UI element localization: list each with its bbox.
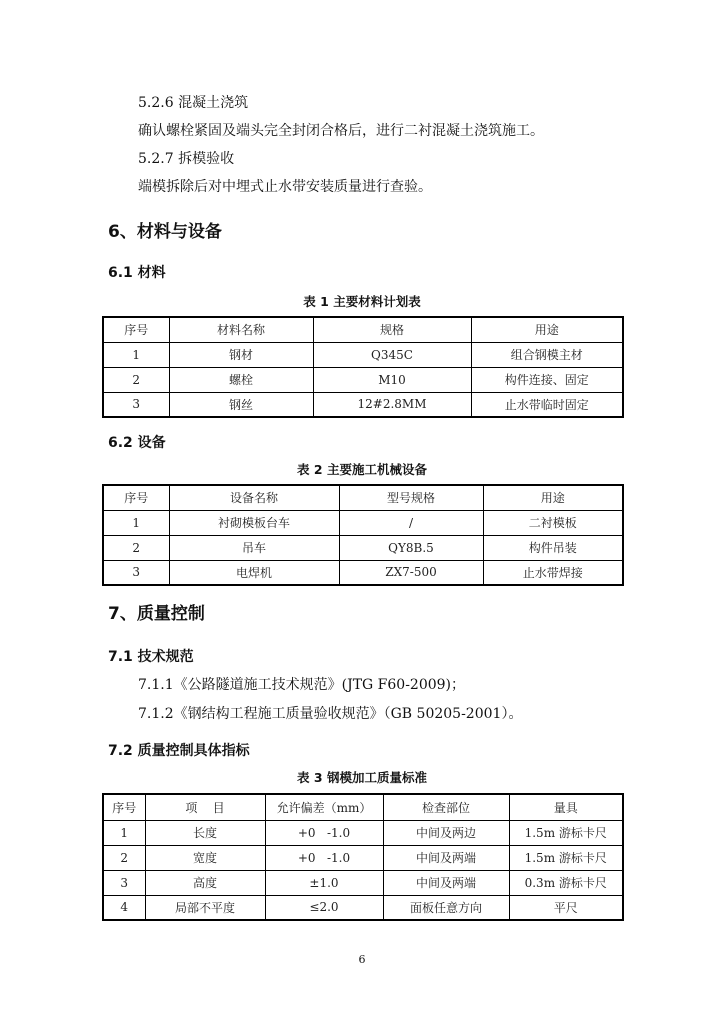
header-cell: 规格	[313, 317, 471, 342]
table2-caption: 表 2 主要施工机械设备	[297, 462, 427, 477]
header-cell: 检查部位	[383, 794, 509, 820]
table-cell: 中间及两边	[383, 820, 509, 845]
table-cell: 3	[103, 560, 169, 585]
section-526-text: 确认螺栓紧固及端头完全封闭合格后，进行二衬混凝土浇筑施工。	[138, 123, 544, 139]
header-cell: 项 目	[145, 794, 265, 820]
table-cell: 高度	[145, 870, 265, 895]
header-cell: 序号	[103, 317, 169, 342]
table-cell: 2	[103, 367, 169, 392]
table-cell: 12#2.8MM	[313, 392, 471, 417]
section-61-heading: 6.1 材料	[108, 265, 166, 281]
equipment-table	[102, 484, 624, 586]
header-cell: 设备名称	[169, 485, 339, 510]
table-cell: 构件连接、固定	[471, 367, 623, 392]
table-row	[103, 535, 623, 560]
table-cell: 3	[103, 870, 145, 895]
header-cell: 用途	[483, 485, 623, 510]
quality-table	[102, 793, 624, 921]
table-cell: 螺栓	[169, 367, 313, 392]
table-cell: 吊车	[169, 535, 339, 560]
table3-caption: 表 3 钢模加工质量标准	[297, 770, 427, 785]
header-cell: 序号	[103, 794, 145, 820]
table-cell: 4	[103, 895, 145, 920]
table-row	[103, 820, 623, 845]
spec-item-2: 7.1.2《钢结构工程施工质量验收规范》（GB 50205-2001）。	[138, 706, 523, 722]
table-row	[103, 870, 623, 895]
section-527-text: 端模拆除后对中埋式止水带安装质量进行查验。	[138, 179, 432, 195]
table-cell: QY8B.5	[339, 535, 483, 560]
table-cell: +0 -1.0	[265, 845, 383, 870]
table-cell: 钢材	[169, 342, 313, 367]
section-6-heading: 6、材料与设备	[108, 222, 222, 242]
table-header-row	[103, 794, 623, 820]
table-cell: 宽度	[145, 845, 265, 870]
section-7-heading: 7、质量控制	[108, 604, 205, 624]
table1-caption: 表 1 主要材料计划表	[303, 294, 421, 309]
table-row	[103, 510, 623, 535]
table-cell: 构件吊装	[483, 535, 623, 560]
table-cell: 衬砌模板台车	[169, 510, 339, 535]
table-cell: 2	[103, 535, 169, 560]
table-cell: 组合钢模主材	[471, 342, 623, 367]
table-cell: 3	[103, 392, 169, 417]
table-cell: 局部不平度	[145, 895, 265, 920]
header-cell: 材料名称	[169, 317, 313, 342]
header-cell: 序号	[103, 485, 169, 510]
table-cell: ±1.0	[265, 870, 383, 895]
table-cell: M10	[313, 367, 471, 392]
table-cell: 1	[103, 820, 145, 845]
table-cell: 二衬模板	[483, 510, 623, 535]
table-row	[103, 392, 623, 417]
table-cell: 钢丝	[169, 392, 313, 417]
page-number: 6	[358, 953, 366, 966]
table-row	[103, 845, 623, 870]
table-cell: ≤2.0	[265, 895, 383, 920]
table-cell: 1	[103, 510, 169, 535]
table-cell: Q345C	[313, 342, 471, 367]
table-cell: /	[339, 510, 483, 535]
table-row	[103, 895, 623, 920]
header-cell: 用途	[471, 317, 623, 342]
table-cell: 2	[103, 845, 145, 870]
section-526-heading: 5.2.6 混凝土浇筑	[138, 95, 249, 111]
table-cell: ZX7-500	[339, 560, 483, 585]
table-row	[103, 560, 623, 585]
header-cell: 量具	[509, 794, 623, 820]
section-62-heading: 6.2 设备	[108, 435, 166, 451]
header-cell: 允许偏差（mm）	[265, 794, 383, 820]
table-cell: 电焊机	[169, 560, 339, 585]
table-cell: 1.5m 游标卡尺	[509, 845, 623, 870]
table-cell: 1	[103, 342, 169, 367]
table-cell: +0 -1.0	[265, 820, 383, 845]
table-header-row	[103, 317, 623, 342]
table-header-row	[103, 485, 623, 510]
table-cell: 中间及两端	[383, 870, 509, 895]
table-cell: 平尺	[509, 895, 623, 920]
section-527-heading: 5.2.7 拆模验收	[138, 151, 235, 167]
section-72-heading: 7.2 质量控制具体指标	[108, 743, 250, 759]
materials-table	[102, 316, 624, 418]
table-cell: 止水带临时固定	[471, 392, 623, 417]
table-cell: 0.3m 游标卡尺	[509, 870, 623, 895]
table-cell: 止水带焊接	[483, 560, 623, 585]
header-cell: 型号规格	[339, 485, 483, 510]
section-71-heading: 7.1 技术规范	[108, 649, 194, 665]
table-cell: 1.5m 游标卡尺	[509, 820, 623, 845]
spec-item-1: 7.1.1《公路隧道施工技术规范》(JTG F60-2009)；	[138, 677, 466, 693]
table-cell: 面板任意方向	[383, 895, 509, 920]
table-row	[103, 342, 623, 367]
table-row	[103, 367, 623, 392]
table-cell: 长度	[145, 820, 265, 845]
table-cell: 中间及两端	[383, 845, 509, 870]
